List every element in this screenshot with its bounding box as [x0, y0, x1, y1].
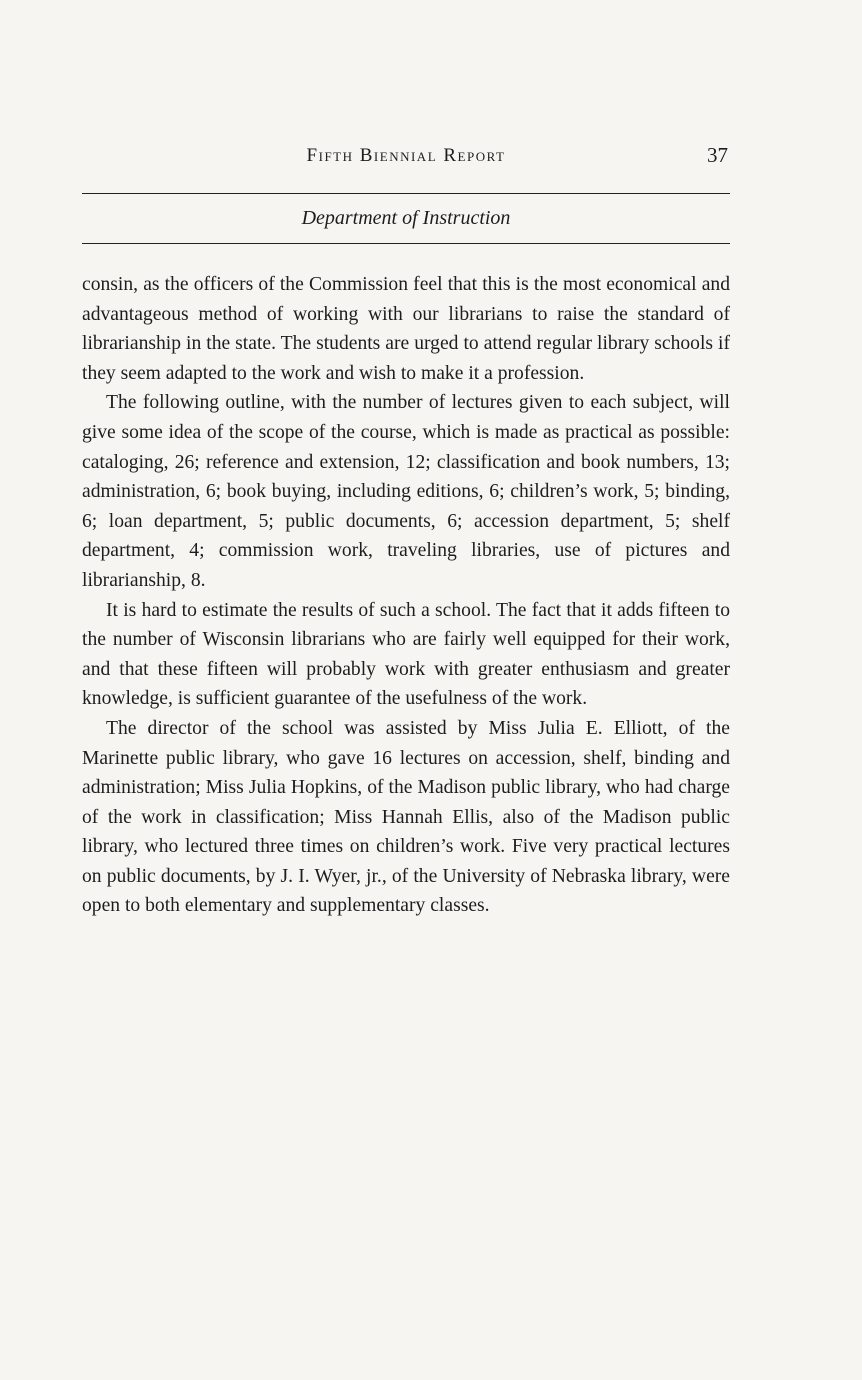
- paragraph: consin, as the officers of the Commission feel that this is the most economical and advantageous method of working with our librarians to raise the standard of librarianship in the state. The students are urged to attend regular library schools if they seem adapted to the work and wish to make it a profession.: [82, 274, 730, 384]
- running-head: [82, 143, 730, 173]
- running-title: Fifth Biennial Report: [306, 145, 506, 166]
- body-text: [82, 270, 730, 921]
- header-rule-bottom: [82, 243, 730, 244]
- paragraph: The following outline, with the number of lectures given to each subject, will give some idea of the scope of the course, which is made as practical as possible: cataloging, 26; reference and extension, 12; classification and book numbers, 13; administration, 6; book buying, including editions, 6; children’s work, 5; binding, 6; loan department, 5; public documents, 6; accession department, 5; shelf department, 4; commission work, traveling libraries, use of pictures and librarianship, 8.: [82, 392, 730, 591]
- paragraph: The director of the school was assisted by Miss Julia E. Elliott, of the Marinette public library, who gave 16 lectures on accession, shelf, binding and administration; Miss Julia Hopkins, of the Madison public library, who had charge of the work in classification; Miss Hannah Ellis, also of the Madison public library, who lectured three times on children’s work. Five very practical lectures on public documents, by J. I. Wyer, jr., of the University of Nebraska library, were open to both elementary and supplementary classes.: [82, 717, 730, 917]
- header-rule-top: [82, 193, 730, 194]
- section-title: Department of Instruction: [301, 207, 511, 229]
- paragraph: It is hard to estimate the results of such a school. The fact that it adds fifteen to the number of Wisconsin librarians who are fairly well equipped for their work, and that these fifteen will probably work with greater enthusiasm and greater knowledge, is sufficient guarantee of the usefulness of the work.: [82, 599, 730, 710]
- page-number: 37: [707, 143, 728, 167]
